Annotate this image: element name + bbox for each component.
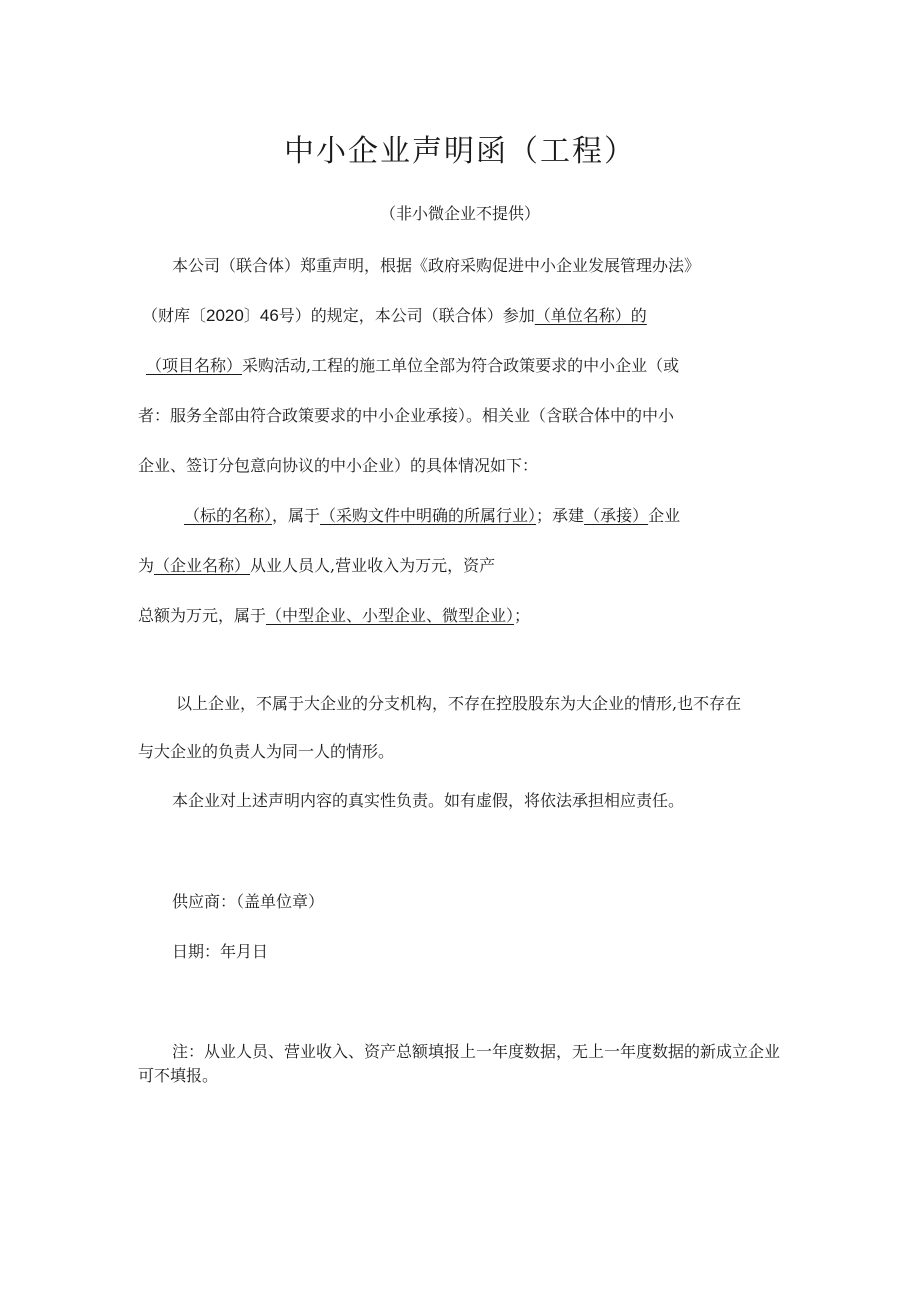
blank-industry: （采购文件中明确的所属行业） bbox=[320, 506, 537, 525]
p2-line2 bbox=[138, 556, 495, 576]
p3-line2: 与大企业的负责人为同一人的情形。 bbox=[138, 742, 395, 761]
blank-company-name: （企业名称） bbox=[154, 556, 251, 575]
blank-unit-name: （单位名称）的 bbox=[534, 306, 647, 325]
p2-text-3: 企业 bbox=[648, 506, 681, 525]
blank-project-name: （项目名称） bbox=[146, 356, 243, 375]
p1-line2-text-c: 号）的规定，本公司（联合体）参加 bbox=[278, 306, 535, 325]
p1-line3-text: 采购活动,工程的施工单位全部为符合政策要求的中小企业（或 bbox=[242, 356, 680, 375]
p2-text-5: 从业人员人,营业收入为万元，资产 bbox=[250, 556, 496, 575]
p4-line: 本企业对上述声明内容的真实性负责。如有虚假，将依法承担相应责任。 bbox=[172, 791, 685, 810]
document-title: 中小企业声明函（工程） bbox=[284, 134, 636, 169]
blank-undertake: （承接） bbox=[584, 506, 649, 525]
p1-doc-number: 46 bbox=[259, 306, 279, 325]
p2-text-6: 总额为万元，属于 bbox=[138, 606, 267, 625]
p1-line4: 者：服务全部由符合政策要求的中小企业承接）。相关业（含联合体中的中小 bbox=[138, 406, 675, 425]
p2-text-4: 为 bbox=[138, 556, 155, 575]
p1-line2 bbox=[142, 306, 647, 326]
p2-text-7: ； bbox=[514, 606, 531, 625]
blank-item-name: （标的名称） bbox=[184, 506, 273, 525]
p1-line3 bbox=[146, 356, 679, 376]
p1-line1: 本公司（联合体）郑重声明，根据《政府采购促进中小企业发展管理办法》 bbox=[172, 256, 701, 275]
p3-line1: 以上企业，不属于大企业的分支机构，不存在控股股东为大企业的情形,也不存在 bbox=[176, 694, 742, 713]
document-subtitle: （非小微企业不提供） bbox=[379, 204, 540, 223]
p2-text-2: ；承建 bbox=[536, 506, 585, 525]
date-line: 日期：年月日 bbox=[172, 942, 269, 961]
footnote: 注：从业人员、营业收入、资产总额填报上一年度数据，无上一年度数据的新成立企业可不填报。 bbox=[138, 1042, 781, 1085]
p2-text-1: ，属于 bbox=[272, 506, 321, 525]
supplier-seal-line: 供应商：（盖单位章） bbox=[172, 892, 325, 911]
p2-line1 bbox=[184, 506, 680, 526]
p1-line5: 企业、签订分包意向协议的中小企业）的具体情况如下： bbox=[138, 456, 539, 475]
p1-line2-text-a: （财库〔 bbox=[142, 306, 207, 325]
blank-enterprise-type: （中型企业、小型企业、微型企业） bbox=[266, 606, 515, 625]
p1-year: 2020 bbox=[206, 306, 244, 325]
p2-line3 bbox=[138, 606, 530, 626]
p1-line2-text-b: 〕 bbox=[243, 306, 260, 325]
